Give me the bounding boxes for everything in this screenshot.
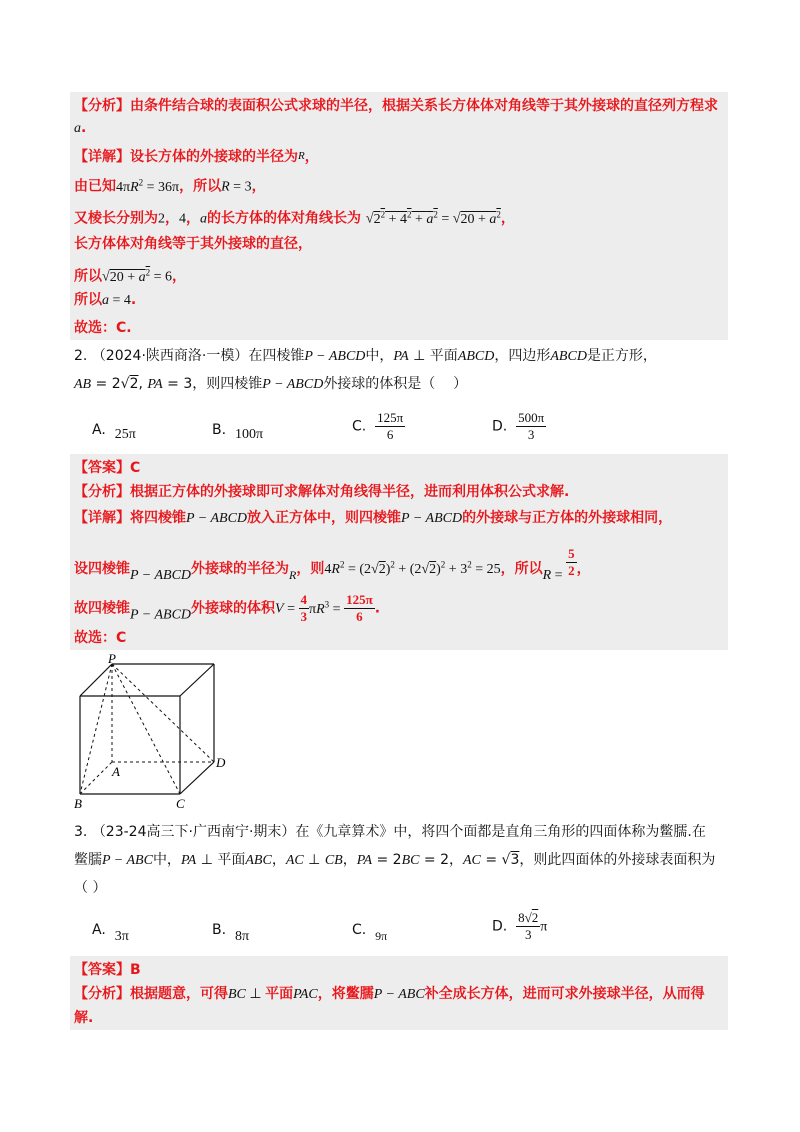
q3-stem-l1: [74, 822, 706, 842]
detail-tag: 【详解】: [74, 510, 130, 526]
cube-pyramid-figure: [72, 652, 228, 812]
answer-tag: 【答案】: [74, 460, 130, 476]
q2-option-c[interactable]: C. $\frac{125\pi}{6}$: [352, 410, 404, 442]
sol1-analysis: [74, 96, 718, 116]
var-a: a: [74, 121, 81, 136]
q2-answer: [74, 458, 140, 478]
analysis-text: 根据正方体的外接球即可求解体对角线得半径，进而利用体积公式求解.: [130, 484, 570, 500]
q2-detail-l3: 故四棱锥P − ABCD外接球的体积V = $\frac{4}{3}$ $\pi R^3$ = $\frac{125\pi}{6}$ .: [74, 592, 381, 624]
sol1-detail-l6: 所以a = 4.: [74, 292, 137, 308]
q3-stem-text: 在《九章算术》中，将四个面都是直角三角形的四面体称为鳖臑.在: [295, 824, 706, 840]
q3-analysis-l2: 解.: [74, 1010, 94, 1026]
sol1-detail-l4: 长方体体对角线等于其外接球的直径，: [74, 236, 312, 252]
analysis-tag: 【分析】: [74, 986, 130, 1002]
sol1-detail-l3: 又棱长分别为2，4，a的长方体的体对角线长为 $√2^2 + 4^2 + a^2 = √20 + a^2$，: [74, 209, 515, 227]
detail-tag: 【详解】: [74, 149, 130, 165]
analysis-tag: 【分析】: [74, 98, 130, 114]
q3-option-c[interactable]: C. 9π: [352, 922, 388, 943]
question-source: （23-24高三下·广西南宁·期末）: [91, 824, 296, 840]
q3-option-d[interactable]: D. $\frac{8√2}{3}$ π: [492, 910, 548, 942]
q2-option-b[interactable]: B. 100π: [212, 422, 264, 442]
q2-detail-l2: 设四棱锥P − ABCD外接球的半径为R，则$4R^2 = (2√2)^2 + (2√2)^2 + 3^2 = 25$，所以R = $\frac{5}{2}$ ，: [74, 546, 591, 583]
question-number: 3.: [74, 824, 88, 840]
question-number: 2.: [74, 348, 88, 364]
sol1-analysis-tail: a.: [74, 120, 87, 136]
q3-answer: [74, 960, 141, 980]
analysis-text: 由条件结合球的表面积公式求球的半径，根据关系长方体体对角线等于其外接球的直径列方程求: [130, 98, 718, 114]
sol1-detail-l2: 由已知$4\pi R^2 = 36\pi$，所以R = 3，: [74, 177, 266, 195]
analysis-tag: 【分析】: [74, 484, 130, 500]
q2-detail-l1: 【详解】将四棱锥P − ABCD放入正方体中，则四棱锥P − ABCD的外接球与正方体的外接球相同，: [74, 510, 673, 526]
label-d: D: [216, 755, 226, 770]
q3-option-a[interactable]: A. 3π: [92, 922, 129, 944]
answer-tag: 【答案】: [74, 962, 130, 978]
sol1-detail-l1: 【详解】设长方体的外接球的半径为R，: [74, 149, 319, 165]
question-source: （2024·陕西商洛·一模）: [91, 348, 249, 364]
q2-stem-l1: 2. （2024·陕西商洛·一模）在四棱锥P − ABCD中，PA ⊥ 平面ABCD，四边形ABCD是正方形，: [74, 348, 657, 364]
q2-stem-l2: AB = 2√2, PA = 3，则四棱锥P − ABCD外接球的体积是（ ）: [74, 376, 468, 392]
label-p: P: [108, 652, 116, 666]
label-a: A: [112, 764, 120, 779]
q3-stem-l3: （ ）: [74, 880, 107, 896]
q3-option-b[interactable]: B. 8π: [212, 922, 250, 944]
answer-value: C: [130, 460, 141, 476]
q2-choice: 故选：C: [74, 630, 127, 646]
label-c: C: [176, 796, 185, 811]
answer-value: B: [130, 962, 141, 978]
q3-analysis-l1: 【分析】根据题意，可得BC ⊥ 平面PAC，将鳖臑P − ABC补全成长方体，进而可求外接球半径，从而得: [74, 986, 705, 1002]
q2-option-d[interactable]: D. $\frac{500\pi}{3}$: [492, 410, 545, 442]
q2-analysis: [74, 482, 569, 502]
label-b: B: [74, 796, 82, 811]
sol1-detail-l5: 所以$√20 + a^2 = 6$，: [74, 267, 186, 285]
q2-option-a[interactable]: A. 25π: [92, 422, 136, 442]
q3-stem-l2: 鳖臑P − ABC中，PA ⊥ 平面ABC，AC ⊥ CB，PA = 2BC = 2，AC = √3，则此四面体的外接球表面积为: [74, 852, 716, 868]
sol1-choice: 故选：C.: [74, 320, 132, 336]
